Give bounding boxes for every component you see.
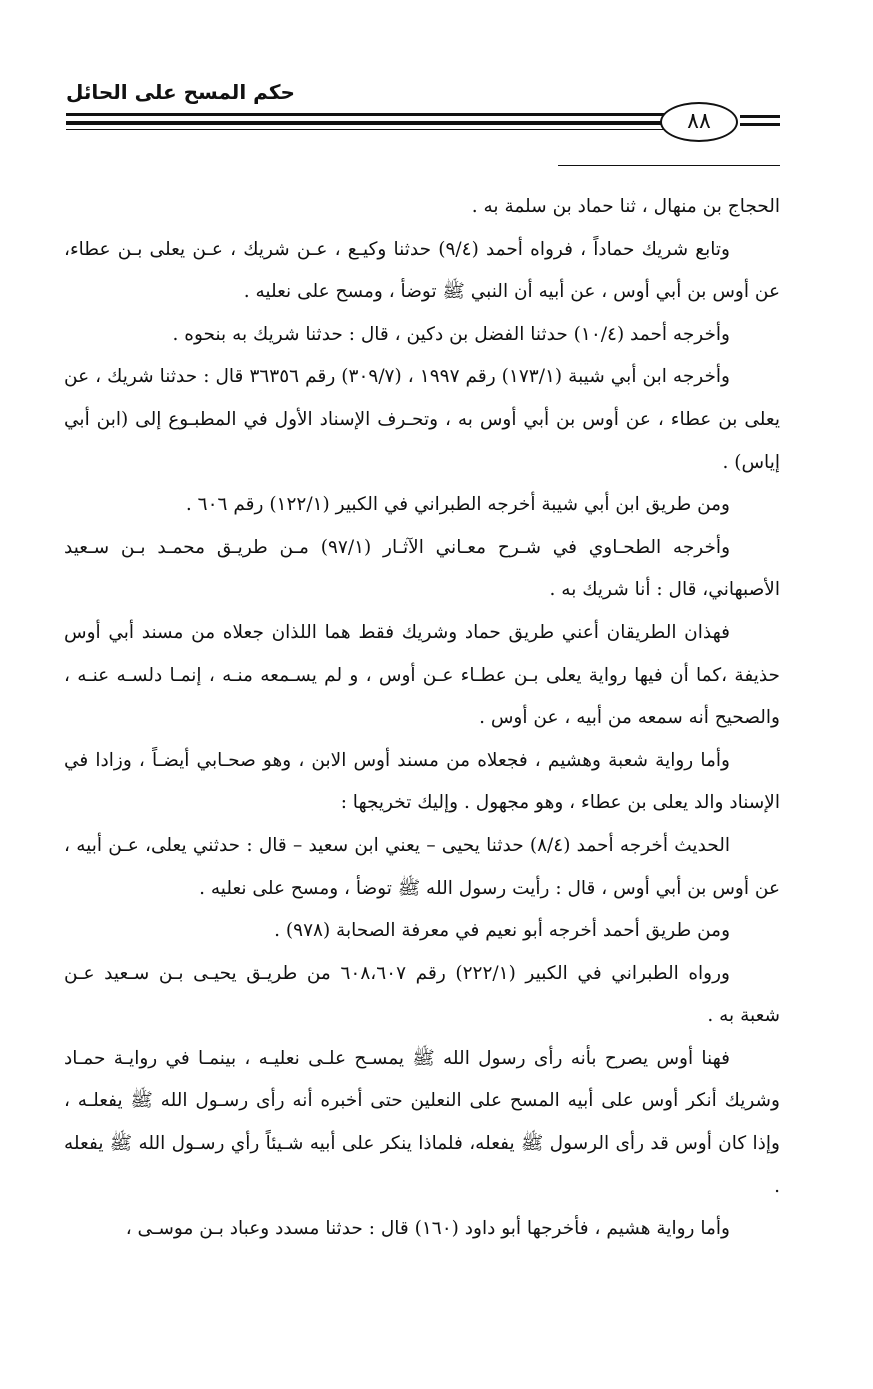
- paragraph: فهذان الطريقان أعني طريق حماد وشريك فقط هما اللذان جعلاه من مسند أبي أوس حذيفة ،كما أن فيها رواية يعلى بـن عطـاء عـن أوس ، و لم يسـمعه منـه ، إنمـا دلسـه عنـه ، والصحيح أنه سمعه من أبيه ، عن أوس .: [64, 621, 780, 729]
- header-rule-bottom: [66, 129, 666, 130]
- paragraph: فهنا أوس يصرح بأنه رأى رسول الله ﷺ يمسـح علـى نعليـه ، بينمـا في روايـة حمـاد وشريك أنكر أوس على أبيه المسح على النعلين حتى أخبره أنه رأى رسـول الله ﷺ يفعلـه ، وإذا كان أوس قد رأى الرسول ﷺ يفعله، فلماذا ينكر على أبيه شـيئاً رأي رسـول الله ﷺ يفعله .: [64, 1047, 780, 1197]
- header-rule-right-top: [740, 115, 780, 118]
- paragraph: وأما رواية هشيم ، فأخرجها أبو داود (١٦٠) قال : حدثنا مسدد وعباد بـن موسـى ،: [125, 1218, 730, 1240]
- paragraph: وأما رواية شعبة وهشيم ، فجعلاه من مسند أوس الابن ، وهو صحـابي أيضـاً ، وزادا في الإسناد والد يعلى بن عطاء ، وهو مجهول . وإليك تخريجها :: [64, 749, 780, 814]
- header-rule-right-bottom: [740, 123, 780, 126]
- paragraph: الحجاج بن منهال ، ثنا حماد بن سلمة به .: [471, 196, 780, 217]
- running-header: [60, 78, 780, 148]
- paragraph: وأخرجه أحمد (١٠/٤) حدثنا الفضل بن دكين ، قال : حدثنا شريك به بنحوه .: [172, 323, 730, 345]
- paragraph: ورواه الطبراني في الكبير (٢٢٢/١) رقم ٦٠٨،٦٠٧ من طريـق يحيـى بـن سـعيد عـن شعبة به .: [64, 962, 780, 1027]
- book-title: حكم المسح على الحائل: [66, 80, 295, 104]
- paragraph: وتابع شريك حماداً ، فرواه أحمد (٩/٤) حدثنا وكيـع ، عـن شريك ، عـن يعلى بـن عطاء، عن أوس بن أبي أوس ، عن أبيه أن النبي ﷺ توضأ ، ومسح على نعليه .: [64, 238, 780, 303]
- header-rule-top: [66, 113, 666, 116]
- page-number: ٨٨: [660, 102, 738, 142]
- header-rule-middle: [66, 121, 666, 125]
- page-body: [64, 186, 780, 1251]
- paragraph: ومن طريق أحمد أخرجه أبو نعيم في معرفة الصحابة (٩٧٨) .: [274, 920, 730, 942]
- paragraph: ومن طريق ابن أبي شيبة أخرجه الطبراني في الكبير (١٢٢/١) رقم ٦٠٦ .: [185, 494, 730, 516]
- paragraph: وأخرجه الطحـاوي في شـرح معـاني الآثـار (٩٧/١) مـن طريـق محمـد بـن سـعيد الأصبهاني، قال : أنا شريك به .: [64, 536, 780, 601]
- footnote-separator: [558, 165, 780, 166]
- paragraph: الحديث أخرجه أحمد (٨/٤) حدثنا يحيى – يعني ابن سعيد – قال : حدثني يعلى، عـن أبيه ، عن أوس بن أبي أوس ، قال : رأيت رسول الله ﷺ توضأ ، ومسح على نعليه .: [64, 834, 780, 899]
- paragraph: وأخرجه ابن أبي شيبة (١٧٣/١) رقم ١٩٩٧ ، (٣٠٩/٧) رقم ٣٦٣٥٦ قال : حدثنا شريك ، عن يعلى بن عطاء ، عن أوس بن أبي أوس به ، وتحـرف الإسناد الأول في المطبـوع إلى (ابن أبي إياس) .: [64, 366, 780, 473]
